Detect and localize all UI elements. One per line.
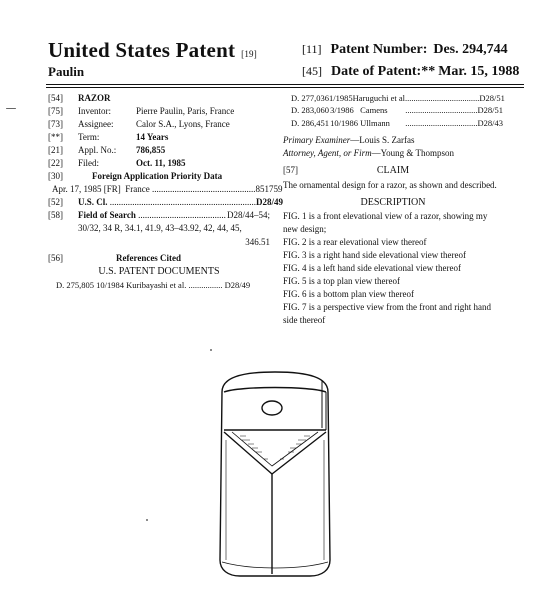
- patent-number: [11] Patent Number: Des. 294,744: [302, 42, 508, 57]
- header-rule: [46, 84, 524, 85]
- reference-row: D. 283,060 3/1986 Camens .................................. D28/51: [291, 105, 503, 116]
- field-58: [58] Field of Search ....................................... D28/44–54;: [48, 210, 270, 221]
- claim-heading: CLAIM: [376, 165, 410, 177]
- patent-date: [45] Date of Patent:** Mar. 15, 1988: [302, 64, 520, 79]
- figure-description: FIG. 2 is a rear elevational view thereof: [283, 237, 427, 248]
- reference-row: D. 286,451 10/1986 Ullmann .................................. D28/43: [291, 117, 503, 128]
- field-54: [54] RAZOR: [48, 93, 111, 103]
- field-75: [75] Inventor: Pierre Paulin, Paris, France: [48, 106, 235, 117]
- razor-drawing: [210, 370, 340, 580]
- scan-mark: [6, 108, 16, 109]
- field-58-continued: 30/32, 34 R, 34.1, 41.9, 43–43.92, 42, 44, 45,: [78, 223, 242, 234]
- bibliographic-column: [48, 92, 284, 291]
- field-term: [**] Term: 14 Years: [48, 132, 169, 143]
- description-heading: DESCRIPTION: [360, 196, 426, 208]
- reference-list: [283, 92, 503, 129]
- claim-heading-row: [57] CLAIM: [283, 164, 503, 179]
- field-56: [56] References Cited: [48, 252, 182, 263]
- reference-row: D. 277,036 1/1985 Haruguchi et al. .................................. D28/51: [291, 93, 505, 103]
- figure-description: FIG. 4 is a left hand side elevational view thereof: [283, 263, 461, 274]
- attorney: Attorney, Agent, or Firm—Young & Thompson: [283, 147, 455, 158]
- patent-title: United States Patent [19]: [48, 38, 257, 62]
- field-52: [52] U.S. Cl. ................................................................. D28/49: [48, 197, 284, 208]
- priority-row: Apr. 17, 1985 [FR] France .............................................. 851759: [52, 184, 283, 195]
- inventor-surname: Paulin: [48, 64, 85, 79]
- field-22: [22] Filed: Oct. 11, 1985: [48, 158, 186, 169]
- us-patent-documents-heading: U.S. PATENT DOCUMENTS: [98, 265, 220, 277]
- scan-speck: [146, 519, 148, 521]
- header-rule-thin: [46, 87, 524, 88]
- claim-column: [283, 92, 503, 328]
- figure-description: FIG. 3 is a right hand side elevational view thereof: [283, 250, 466, 261]
- primary-examiner: Primary Examiner—Louis S. Zarfas: [283, 134, 415, 145]
- figure-description: FIG. 5 is a top plan view thereof: [283, 276, 400, 287]
- figure-description: FIG. 6 is a bottom plan view thereof: [283, 289, 414, 300]
- reference-row: D. 275,805 10/1984 Kuribayashi et al. ................ D28/49: [56, 280, 251, 291]
- field-21: [21] Appl. No.: 786,855: [48, 145, 166, 156]
- figure-list: [283, 210, 503, 327]
- scan-speck: [210, 349, 212, 351]
- figure-description: FIG. 1 is a front elevational view of a razor, showing my new design;: [283, 211, 488, 235]
- figure-description: FIG. 7 is a perspective view from the front and right hand side thereof: [283, 302, 491, 326]
- field-30: [30] Foreign Application Priority Data: [48, 171, 223, 182]
- claim-text: The ornamental design for a razor, as shown and described.: [283, 179, 497, 190]
- field-58-continued-2: 346.51: [245, 236, 270, 247]
- field-73: [73] Assignee: Calor S.A., Lyons, France: [48, 119, 230, 130]
